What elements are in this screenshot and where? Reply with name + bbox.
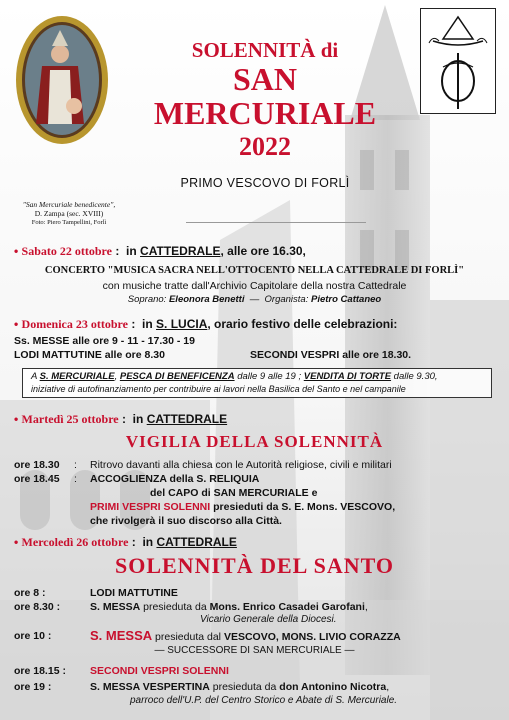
subtitle: PRIMO VESCOVO DI FORLÌ (180, 176, 350, 190)
lodi-time: LODI MATTUTINE alle ore 8.30 (14, 349, 165, 361)
organist-label: Organista: (264, 294, 309, 305)
title-line-3: MERCURIALE (153, 95, 377, 131)
bullet-icon: • (14, 317, 19, 331)
performers: Soprano: Eleonora Benetti — Organista: Pietro Cattaneo (127, 294, 382, 305)
schedule-note: , orario festivo delle celebrazioni: (207, 317, 398, 331)
place-label: CATTEDRALE (156, 535, 237, 549)
saint-painting (14, 14, 110, 146)
place-prefix: in (142, 535, 154, 549)
place-label: CATTEDRALE (146, 412, 228, 426)
organist-name: Pietro Cattaneo (311, 294, 382, 305)
title-line-2: SAN (232, 61, 297, 97)
time-10: ore 10 : (14, 630, 52, 642)
vigil-heading: VIGILIA DELLA SOLENNITÀ (125, 432, 384, 451)
masses-times: Ss. MESSE alle ore 9 - 11 - 17.30 - 19 (14, 335, 195, 347)
soprano-label: Soprano: (127, 294, 167, 305)
divider (186, 222, 366, 223)
vespri-detail: PRIMI VESPRI SOLENNI presieduti da S. E. Mons. VESCOVO, (90, 501, 396, 513)
emblem-logo (420, 8, 496, 114)
messa-830-sub: Vicario Generale della Diocesi. (200, 614, 337, 625)
secondi-vespri: SECONDI VESPRI SOLENNI (90, 665, 229, 677)
event-title (150, 38, 380, 164)
place-prefix: in (142, 317, 153, 331)
day-label: Sabato 22 ottobre (21, 244, 112, 258)
messa-830: S. MESSA presieduta da Mons. Enrico Casadei Garofani, (90, 601, 368, 613)
concert-description: con musiche tratte dall'Archivio Capitolare della nostra Cattedrale (102, 280, 407, 292)
bullet-icon: • (14, 412, 19, 426)
time-1815: ore 18.15 : (14, 665, 66, 677)
separator: : (115, 244, 123, 258)
day-label: Domenica 23 ottobre (21, 317, 128, 331)
place-label: CATTEDRALE (140, 244, 221, 258)
messa-vespertina: S. MESSA VESPERTINA presieduta da don Antonino Nicotra, (90, 681, 390, 693)
schedule-row: ore 18.45 : ACCOGLIENZA della S. RELIQUIA (14, 473, 260, 485)
charity-notice-box (22, 368, 492, 398)
time-19: ore 19 : (14, 681, 52, 693)
title-line-1: SOLENNITÀ di (191, 38, 339, 62)
title-line-4: 2022 (239, 132, 291, 161)
lodi-mattutine: LODI MATTUTINE (90, 587, 178, 599)
charity-notice-line2: iniziative di autofinanziamento per contribuire ai lavori nella Basilica del Santo e nel campanile (31, 384, 406, 394)
successor-note: — SUCCESSORE DI SAN MERCURIALE — (154, 645, 355, 656)
schedule-row: ore 18.30 : Ritrovo davanti alla chiesa con le Autorità religiose, civili e militari (14, 459, 392, 471)
day-label: Mercoledì 26 ottobre (21, 535, 129, 549)
vespri-time: SECONDI VESPRI alle ore 18.30. (250, 349, 412, 361)
solemnity-heading: SOLENNITÀ DEL SANTO (114, 553, 394, 578)
discorso-detail: che rivolgerà il suo discorso alla Città. (90, 515, 282, 527)
time-label: , alle ore 16.30, (220, 244, 306, 258)
messa-10: S. MESSA presieduta dal VESCOVO, MONS. LIVIO CORAZZA (90, 628, 401, 643)
concert-title: CONCERTO "MUSICA SACRA NELL'OTTOCENTO NELLA CATTEDRALE DI FORLÌ" (44, 265, 465, 276)
place-label: S. LUCIA (156, 317, 208, 331)
section-wednesday-header: • Mercoledì 26 ottobre : in CATTEDRALE (14, 535, 237, 549)
charity-notice-line1: A S. MERCURIALE, PESCA DI BENEFICENZA dalle 9 alle 19 ; VENDITA DI TORTE dalle 9.30, (31, 371, 438, 382)
day-label: Martedì 25 ottobre (21, 412, 119, 426)
painting-caption: "San Mercuriale benedicente", D. Zampa (sec. XVIII) Foto: Piero Tampellini, Forlì (22, 200, 116, 226)
reliquia-detail: del CAPO di SAN MERCURIALE e (150, 487, 318, 499)
soprano-name: Eleonora Benetti (168, 294, 245, 305)
bullet-icon: • (14, 244, 19, 258)
place-prefix: in (132, 412, 144, 426)
bullet-icon: • (14, 535, 19, 549)
time-830: ore 8.30 : (14, 601, 61, 613)
messa-vespertina-sub: parroco dell'U.P. del Centro Storico e Abate di S. Mercuriale. (130, 695, 398, 706)
section-saturday-header (14, 244, 306, 259)
time-8: ore 8 : (14, 587, 46, 599)
section-sunday-header: • Domenica 23 ottobre : in S. LUCIA, orario festivo delle celebrazioni: (14, 317, 398, 331)
section-tuesday-header: • Martedì 25 ottobre : in CATTEDRALE (14, 412, 228, 426)
place-prefix: in (126, 244, 137, 258)
